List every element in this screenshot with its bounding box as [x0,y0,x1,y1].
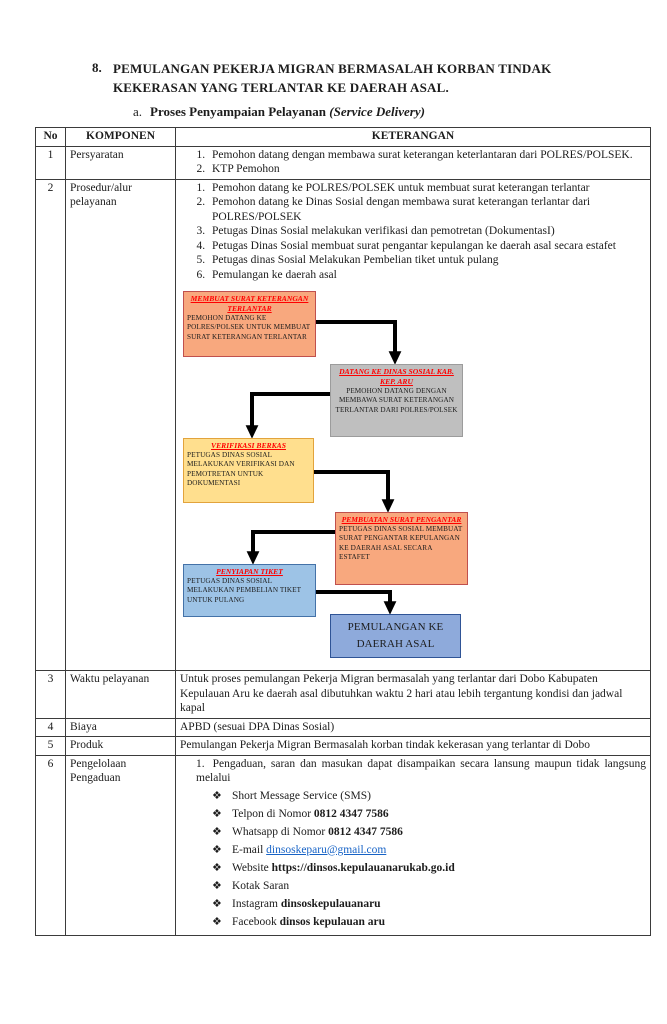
channel-text: Kotak Saran [232,879,290,892]
diamond-bullet-icon: ❖ [212,861,222,874]
row-number: 1 [36,146,66,179]
diamond-bullet-icon: ❖ [212,807,222,820]
website-url: https://dinsos.kepulauanarukab.go.id [271,861,455,874]
flow-box-title: PEMBUATAN SURAT PENGANTAR [341,515,462,524]
subheading [133,104,632,120]
flow-box-body: PETUGAS DINAS SOSIAL MELAKUKAN PEMBELIAN TIKET UNTUK PULANG [187,576,302,604]
service-table [35,127,651,936]
flow-box-body: PETUGAS DINAS SOSIAL MEMBUAT SURAT PENGANTAR KEPULANGAN KE DAERAH ASAL SECARA ESTAFET [339,524,463,562]
channel-text: Telpon di Nomor [232,807,314,820]
diamond-bullet-icon: ❖ [212,843,222,856]
list-item: 5. Petugas dinas Sosial Melakukan Pembelian tiket untuk pulang [208,253,646,268]
flow-box-body: PEMOHON DATANG DENGAN MEMBAWA SURAT KETERANGAN TERLANTAR DARI POLRES/POLSEK [335,386,458,414]
subheading-letter: a. [133,103,143,119]
facebook-handle: dinsos kepulauan aru [279,915,386,928]
table-row [36,179,651,671]
flow-box-body: PETUGAS DINAS SOSIAL MELAKUKAN VERIFIKASI DAN PEMOTRETAN UNTUK DOKUMENTASI [187,450,295,488]
heading-number: 8. [92,60,102,75]
keterangan-waktu: Untuk proses pemulangan Pekerja Migran bermasalah yang terlantar dari Dobo Kabupaten Kepulauan Aru ke daerah asal dibutuhkan waktu 2 hari atau lebih tergantung kondisi dan jadwal kapal [176,671,651,719]
channel-phone [212,807,646,822]
flow-box-title: DATANG KE DINAS SOSIAL KAB. KEP. ARU [339,367,454,386]
flow-arrow-2 [252,394,330,430]
header-no: No [36,128,66,147]
flow-arrow-3 [314,472,388,504]
table-row [36,146,651,179]
flow-arrow-5 [316,592,390,606]
flow-box-title: MEMBUAT SURAT KETERANGAN TERLANTAR [190,294,309,313]
keterangan-persyaratan [176,146,651,179]
flow-box-membuat-surat [183,291,316,357]
list-item: 1. Pemohon datang ke POLRES/POLSEK untuk membuat surat keterangan terlantar [208,181,646,196]
table-row [36,718,651,737]
komponen-biaya: Biaya [66,718,176,737]
list-item: 6. Pemulangan ke daerah asal [208,268,646,283]
table-header-row [36,128,651,147]
phone-number: 0812 4347 7586 [313,807,389,820]
row-number: 2 [36,179,66,671]
diamond-bullet-icon: ❖ [212,915,222,928]
keterangan-prosedur [176,179,651,671]
email-link[interactable]: dinsoskeparu@gmail.com [266,843,387,856]
channel-text: E-mail [232,843,267,856]
channel-text: Whatsapp di Nomor [232,825,329,838]
channel-kotak-saran [212,879,646,894]
flow-box-penyiapan-tiket [183,564,316,617]
channel-text: Short Message Service (SMS) [232,789,371,802]
channel-text: Facebook [232,915,280,928]
flowchart [180,286,647,668]
table-row [36,755,651,935]
complaint-intro [194,757,646,786]
whatsapp-number: 0812 4347 7586 [328,825,403,838]
intro-number: 1. [196,757,205,770]
komponen-persyaratan: Persyaratan [66,146,176,179]
list-item: 4. Petugas Dinas Sosial membuat surat pengantar kepulangan ke daerah asal secara estafet [208,239,646,254]
header-komponen: KOMPONEN [66,128,176,147]
intro-text: Pengaduan, saran dan masukan dapat disampaikan secara lansung maupun tidak langsung melalui [196,757,646,784]
list-item: 2. KTP Pemohon [208,162,646,177]
keterangan-pengaduan [176,755,651,935]
table-row [36,737,651,756]
channel-whatsapp [212,825,646,840]
heading-title [113,60,551,98]
document-heading [92,60,632,120]
list-item: 2. Pemohon datang ke Dinas Sosial dengan membawa surat keterangan terlantar dari POLRES/POLSEK [208,195,646,224]
flow-arrow-1 [316,322,395,356]
subheading-italic: (Service Delivery) [329,103,425,119]
row-number: 3 [36,671,66,719]
flow-box-body: PEMULANGAN KE DAERAH ASAL [347,621,444,650]
keterangan-produk: Pemulangan Pekerja Migran Bermasalah korban tindak kekerasan yang terlantar di Dobo [176,737,651,756]
flow-arrow-4 [253,532,335,556]
flow-box-body: PEMOHON DATANG KE POLRES/POLSEK UNTUK MEMBUAT SURAT KETERANGAN TERLANTAR [187,313,311,341]
list-item: 3. Petugas Dinas Sosial melakukan verifikasi dan pemotretan (DokumentasI) [208,224,646,239]
flow-box-title: PENYIAPAN TIKET [216,567,283,576]
heading-line-2: KEKERASAN YANG TERLANTAR KE DAERAH ASAL. [113,79,449,95]
komponen-pengaduan: Pengelolaan Pengaduan [66,755,176,935]
komponen-prosedur: Prosedur/alur pelayanan [66,179,176,671]
channel-sms [212,789,646,804]
table-row [36,671,651,719]
diamond-bullet-icon: ❖ [212,789,222,802]
header-keterangan: KETERANGAN [176,128,651,147]
instagram-handle: dinsoskepulauanaru [280,897,381,910]
diamond-bullet-icon: ❖ [212,897,222,910]
channel-instagram [212,897,646,912]
flow-box-datang-dinas-sosial [330,364,463,437]
row-number: 4 [36,718,66,737]
heading-line-1: PEMULANGAN PEKERJA MIGRAN BERMASALAH KORBAN TINDAK [113,61,552,76]
diamond-bullet-icon: ❖ [212,879,222,892]
flow-box-pemulangan [330,614,461,658]
channel-text: Instagram [232,897,281,910]
flow-box-pembuatan-surat [335,512,468,585]
komponen-waktu: Waktu pelayanan [66,671,176,719]
contact-channel-list [212,789,646,930]
channel-text: Website [232,861,272,874]
channel-email [212,843,646,858]
row-number: 5 [36,737,66,756]
keterangan-biaya: APBD (sesuai DPA Dinas Sosial) [176,718,651,737]
channel-website [212,861,646,876]
flow-box-title: VERIFIKASI BERKAS [211,441,286,450]
subheading-text: Proses Penyampaian Pelayanan [150,103,327,119]
row-number: 6 [36,755,66,935]
diamond-bullet-icon: ❖ [212,825,222,838]
komponen-produk: Produk [66,737,176,756]
flow-box-verifikasi-berkas [183,438,314,503]
channel-facebook [212,915,646,930]
list-item: 1. Pemohon datang dengan membawa surat keterangan keterlantaran dari POLRES/POLSEK. [208,148,646,163]
